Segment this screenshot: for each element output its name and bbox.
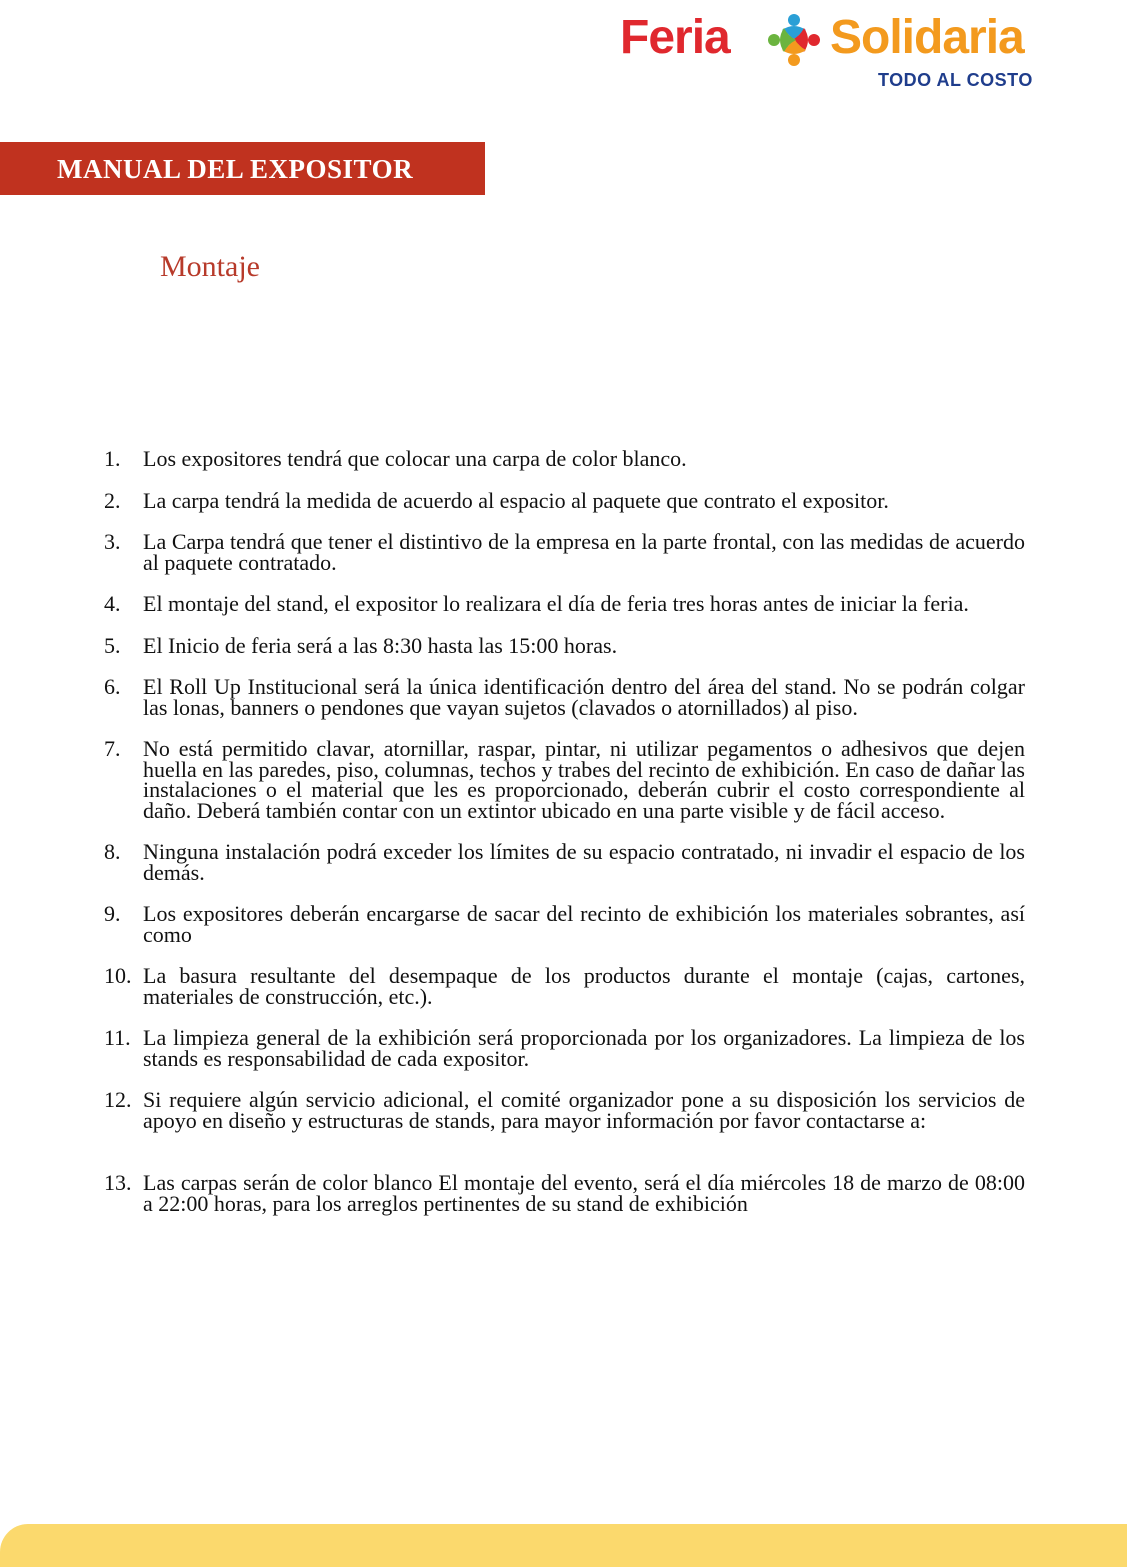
rule-text: Las carpas serán de color blanco El montaje del evento, será el día miércoles 18 de marzo de 08:00 a 22:00 horas, para los arreglos pertinentes de su stand de exhibición <box>143 1170 1025 1216</box>
rule-item <box>104 487 1025 513</box>
rule-text: El montaje del stand, el expositor lo realizara el día de feria tres horas antes de iniciar la feria. <box>143 591 969 616</box>
rule-text: La carpa tendrá la medida de acuerdo al espacio al paquete que contrato el expositor. <box>143 487 889 513</box>
rule-text: Ninguna instalación podrá exceder los límites de su espacio contratado, ni invadir el espacio de los demás. <box>143 839 1025 885</box>
rule-number: 9. <box>104 901 121 926</box>
rule-item <box>104 839 1025 885</box>
feria-solidaria-logo <box>618 6 1078 96</box>
rule-text: Los expositores deberán encargarse de sacar del recinto de exhibición los materiales sobrantes, así como <box>143 901 1025 947</box>
rule-text: La Carpa tendrá que tener el distintivo de la empresa en la parte frontal, con las medidas de acuerdo al paquete contratado. <box>143 529 1025 575</box>
rule-item <box>104 1170 1025 1216</box>
logo-word-feria: Feria <box>620 11 730 64</box>
rule-number: 5. <box>104 632 121 658</box>
rule-number: 11. <box>104 1025 131 1050</box>
rule-text: La basura resultante del desempaque de los productos durante el montaje (cajas, cartones, materiales de construcción, etc.). <box>143 963 1025 1009</box>
rule-text: Si requiere algún servicio adicional, el comité organizador pone a su disposición los servicios de apoyo en diseño y estructuras de stands, para mayor información por favor contactarse a: <box>143 1087 1025 1133</box>
rule-item <box>104 1025 1025 1071</box>
rule-number: 6. <box>104 674 121 699</box>
section-title: Montaje <box>160 250 260 283</box>
rule-text: El Inicio de feria será a las 8:30 hasta las 15:00 horas. <box>143 632 618 658</box>
rule-item <box>104 901 1025 947</box>
rule-text: La limpieza general de la exhibición será proporcionada por los organizadores. La limpieza de los stands es responsabilidad de cada expositor. <box>143 1025 1025 1071</box>
rule-number: 1. <box>104 446 121 471</box>
manual-banner <box>0 142 485 195</box>
rule-number: 7. <box>104 736 121 761</box>
rule-item <box>104 446 1025 471</box>
rule-number: 3. <box>104 529 121 554</box>
rule-number: 12. <box>104 1087 132 1112</box>
logo-tagline: TODO AL COSTO <box>878 70 1033 90</box>
rule-item <box>104 736 1025 823</box>
rule-text: El Roll Up Institucional será la única identificación dentro del área del stand. No se podrán colgar las lonas, banners o pendones que vayan sujetos (clavados o atornillados) al piso. <box>143 674 1025 720</box>
rule-number: 4. <box>104 591 121 616</box>
rule-item <box>104 591 1025 616</box>
rule-item <box>104 632 1025 658</box>
rule-item <box>104 963 1025 1009</box>
rules-list <box>104 446 1025 1235</box>
footer-band <box>0 1524 1127 1567</box>
banner-title: MANUAL DEL EXPOSITOR <box>57 154 414 184</box>
people-circle-icon <box>762 8 826 72</box>
rule-item <box>104 529 1025 575</box>
rule-text: No está permitido clavar, atornillar, raspar, pintar, ni utilizar pegamentos o adhesivos que dejen huella en las paredes, piso, columnas, techos y trabes del recinto de exhibición. En caso de dañar las instalaciones o el material que les es proporcionado, deberán cubrir el costo correspondiente al daño. Deberá también contar con un extintor ubicado en una parte visible y de fácil acceso. <box>143 736 1025 823</box>
rule-item <box>104 674 1025 720</box>
rule-number: 8. <box>104 839 121 864</box>
rule-text: Los expositores tendrá que colocar una carpa de color blanco. <box>143 446 687 471</box>
rule-item <box>104 1087 1025 1133</box>
logo-word-solidaria: Solidaria <box>830 11 1024 64</box>
rule-number: 10. <box>104 963 132 988</box>
rule-number: 13. <box>104 1170 132 1195</box>
rule-number: 2. <box>104 487 121 513</box>
